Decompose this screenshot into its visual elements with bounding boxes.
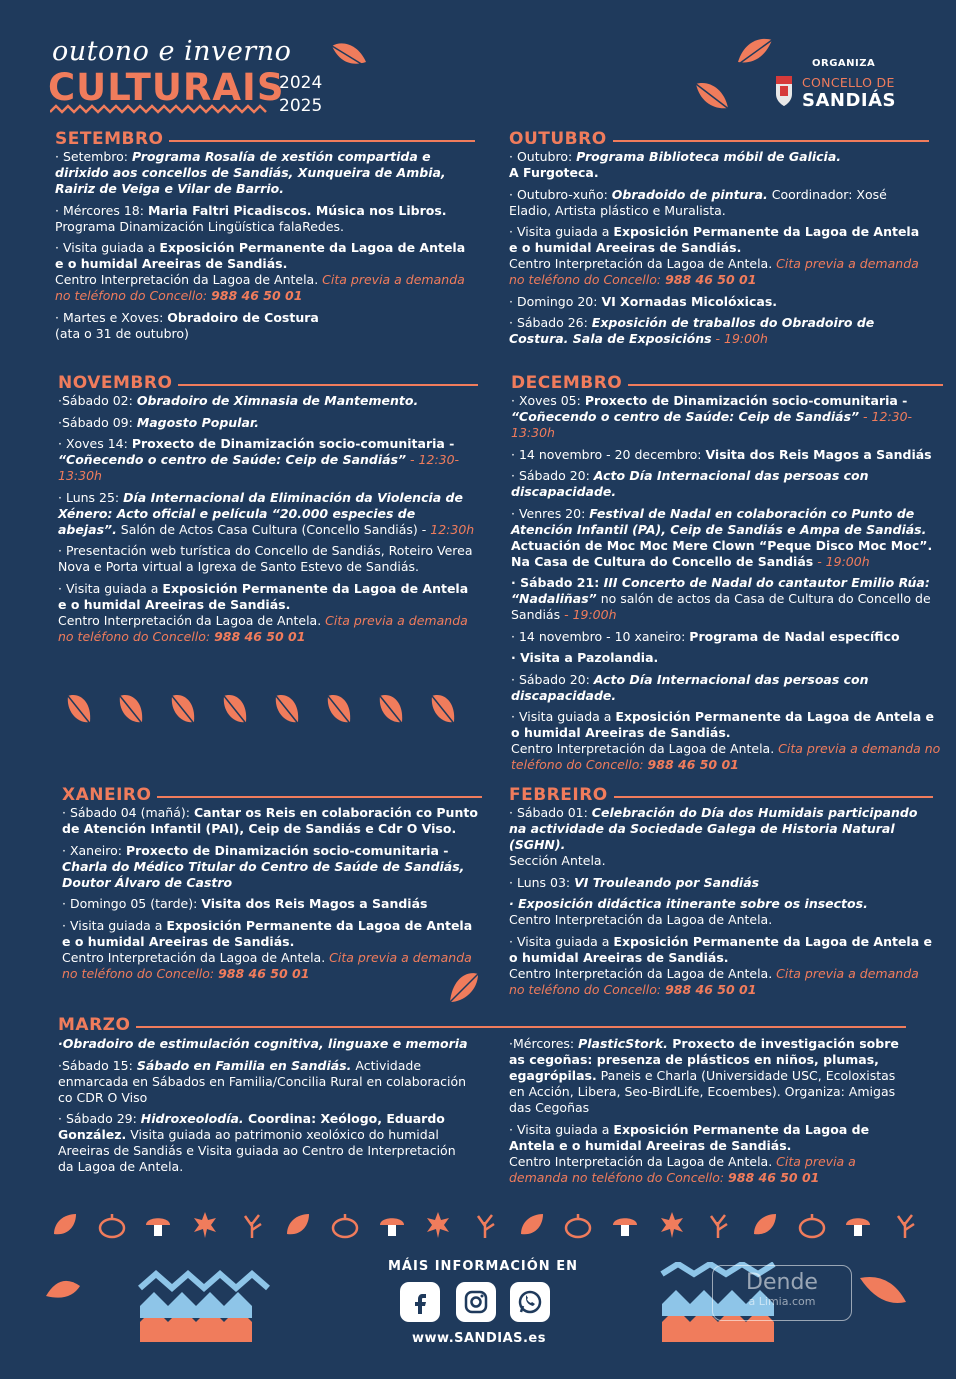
event-item: ·Mércores: PlasticStork. Proxecto de investigación sobre as cegoñas: presenza de plásticos en niños, plumas, egagrópilas. Paneis e Charla (Universidade USC, Ecoloxistas en Acción, Libera, Seo-BirdLife, Ecoembes). Organiza: Amigas das Cegoñas (509, 1036, 899, 1115)
event-item: · 14 novembro - 10 xaneiro: Programa de Nadal específico (511, 628, 900, 644)
event-item: · Visita a Pazolandia. (511, 650, 659, 665)
facebook-button[interactable] (400, 1282, 440, 1322)
autumn-icon-strip (50, 1210, 920, 1240)
years (279, 72, 322, 118)
main-title: CULTURAIS (48, 66, 285, 109)
leaf-icon (322, 690, 356, 730)
whatsapp-icon (516, 1288, 544, 1316)
event-item: ·Obradoiro de estimulación cognitiva, linguaxe e memoria (58, 1036, 468, 1051)
month-febreiro (509, 786, 933, 1003)
event-item: · Domingo 05 (tarde): Visita dos Reis Magos a Sandiás (62, 896, 428, 911)
tree-icon (237, 1210, 267, 1240)
maple-leaf-icon (657, 1210, 687, 1240)
organizer-line2: SANDIÁS (802, 90, 896, 111)
month-title-text: SETEMBRO (55, 129, 164, 149)
watermark-line2: a Limia.com (748, 1295, 816, 1308)
event-item: · Martes e Xoves: Obradoiro de Costura (ata o 31 de outubro) (55, 309, 319, 341)
maple-leaf-icon (190, 1210, 220, 1240)
leaf-icon (426, 690, 460, 730)
instagram-icon (463, 1289, 489, 1315)
leaf-icon (328, 40, 372, 72)
event-item: · Visita guiada a Exposición Permanente da Lagoa de Antela e o humidal Areeiras de Sandiás. Centro Interpretación da Lagoa de Antela. Cita previa a demanda no teléfono do Concello: 988 46 50 01 (511, 709, 941, 772)
leaf-icon (444, 968, 484, 1008)
event-item: · Luns 25: Día Internacional da Eliminación da Violencia de Xénero: Acto oficial e película “20.000 especies de abejas”. Salón de Actos Casa Cultura (Concello Sandiás) - 12:30h (58, 489, 475, 537)
event-item: · Sábado 04 (mañá): Cantar os Reis en colaboración co Punto de Atención Infantil (PAI), Ceip de Sandiás e Cdr O Viso. (62, 805, 478, 836)
event-item: · Presentación web turística do Concello de Sandiás, Roteiro Verea Nova e Porta virtual a Igrexa de Santo Estevo de Sandiás. (58, 543, 473, 574)
mushroom-icon (610, 1210, 640, 1240)
month-title (509, 130, 929, 148)
pumpkin-icon (97, 1210, 127, 1240)
event-item: · Venres 20: Festival de Nadal en colaboración co Punto de Atención Infantil (PA), Ceip de Sandiás e Ampa de Sandiás. Actuación de Moc Moc Mere Clown “Peque Disco Moc Moc”. Na Casa de Cultura do Concello de Sandiás - 19:00h (511, 505, 933, 569)
leaf-icon (750, 1210, 780, 1240)
month-title-text: OUTUBRO (509, 129, 607, 149)
month-outubro (509, 130, 929, 353)
month-title-text: FEBREIRO (509, 785, 608, 805)
more-info-label: MÁIS INFORMACIÓN EN (388, 1259, 578, 1274)
event-item: · Visita guiada a Exposición Permanente da Lagoa de Antela e o humidal Areeiras de Sandiás. Centro Interpretación da Lagoa de Antela. Cita previa a demanda no teléfono do Concello: 988 46 50 01 (58, 580, 469, 644)
event-item: · Visita guiada a Exposición Permanente da Lagoa de Antela e o humidal Areeiras de Sandiás. Centro Interpretación da Lagoa de Antela. Cita previa a demanda no teléfono do Concello: 988 46 50 01 (55, 240, 466, 303)
zigzag-decoration (50, 104, 268, 114)
month-title (58, 374, 478, 392)
leaf-icon (166, 690, 200, 730)
leaf-icon (374, 690, 408, 730)
tree-icon (703, 1210, 733, 1240)
year-start: 2024 (279, 73, 323, 93)
whatsapp-button[interactable] (510, 1282, 550, 1322)
instagram-button[interactable] (456, 1282, 496, 1322)
event-item: · Sábado 20: Acto Día Internacional das persoas con discapacidade. (511, 671, 869, 703)
tree-icon (470, 1210, 500, 1240)
event-item: · Sábado 21: III Concerto de Nadal do cantautor Emilio Rúa: “Nadaliñas” no salón de actos da Casa de Cultura do Concello de Sandiás - 19:00h (511, 575, 931, 622)
leaf-icon (732, 36, 776, 70)
event-item: · Sábado 01: Celebración do Día dos Humidais participando na actividade da Sociedade Galega de Historia Natural (SGHN). Sección Antela. (509, 805, 918, 868)
pumpkin-icon (563, 1210, 593, 1240)
leaf-icon (270, 690, 304, 730)
event-item: · Sábado 29: Hidroxeolodía. Coordina: Xeólogo, Eduardo González. Visita guiada ao patrimonio xeolóxico do humidal Areeiras de Sandiás e Visita guiada ao Centro de Interpretación da Lagoa de Antela. (58, 1111, 456, 1174)
month-setembro (55, 130, 475, 347)
subtitle-script: outono e inverno (52, 36, 292, 67)
month-title-text: XANEIRO (62, 785, 152, 805)
month-title (62, 786, 482, 804)
website-link[interactable]: www.SANDIAS.es (412, 1331, 546, 1346)
event-item: · Xaneiro: Proxecto de Dinamización socio-comunitaria - Charla do Médico Titular do Centro de Saúde de Sandiás, Doutor Álvaro de Castro (62, 842, 465, 890)
maple-leaf-icon (423, 1210, 453, 1240)
marzo-column-left (58, 1036, 468, 1181)
event-item: · Outubro: Programa Biblioteca móbil de Galicia. A Furgoteca. (509, 149, 842, 180)
event-item: · Exposición didáctica itinerante sobre os insectos. Centro Interpretación da Lagoa de Antela. (509, 896, 868, 927)
coat-of-arms-icon (772, 72, 796, 110)
leaf-icon (283, 1210, 313, 1240)
month-xaneiro (62, 786, 482, 987)
leaf-icon (218, 690, 252, 730)
event-item: · Visita guiada a Exposición Permanente da Lagoa de Antela e o humidal Areeiras de Sandiás. Centro Interpretación da Lagoa de Antela. Cita previa a demanda no teléfono do Concello: 988 46 50 01 (509, 933, 932, 997)
event-item: · Visita guiada a Exposición Permanente da Lagoa de Antela e o humidal Areeiras de Sandiás. Centro Interpretación da Lagoa de Antela. Cita previa a demanda no teléfono do Concello: 988 46 50 01 (509, 1121, 870, 1185)
leaf-icon (50, 1210, 80, 1240)
pumpkin-icon (330, 1210, 360, 1240)
month-title (509, 786, 933, 804)
organiza-label: ORGANIZA (812, 58, 876, 69)
marzo-column-right (509, 1036, 909, 1191)
month-title (511, 374, 943, 392)
facebook-icon (408, 1290, 432, 1314)
event-item: · Domingo 20: VI Xornadas Micolóxicas. (509, 293, 778, 309)
leaf-icon (114, 690, 148, 730)
mushroom-icon (843, 1210, 873, 1240)
event-item: · Xoves 14: Proxecto de Dinamización socio-comunitaria - “Coñecendo o centro de Saúde: Ceip de Sandiás” - 12:30-13:30h (58, 436, 460, 483)
event-item: · Mércores 18: Maria Faltri Picadiscos. Música nos Libros. Programa Dinamización Lingüística falaRedes. (55, 202, 447, 234)
event-item: · Visita guiada a Exposición Permanente da Lagoa de Antela e o humidal Areeiras de Sandiás. Centro Interpretación da Lagoa de Antela. Cita previa a demanda no teléfono do Concello: 988 46 50 01 (509, 224, 920, 287)
year-end: 2025 (279, 96, 323, 116)
watermark (712, 1265, 852, 1321)
event-item: · Setembro: Programa Rosalía de xestión compartida e dirixido aos concellos de Sandiás, Xunqueira de Ambia, Rairiz de Veiga e Vilar de Barrio. (55, 149, 446, 196)
month-novembro (58, 374, 478, 650)
event-item: · Luns 03: VI Trouleando por Sandiás (509, 874, 760, 890)
event-item: ·Sábado 02: Obradoiro de Ximnasia de Mantemento. (58, 393, 419, 408)
month-decembro (511, 374, 943, 779)
tree-icon (890, 1210, 920, 1240)
month-title-text: NOVEMBRO (58, 373, 173, 393)
month-title-text: MARZO (58, 1015, 131, 1035)
watermark-line1: Dende (746, 1270, 818, 1295)
mushroom-icon (143, 1210, 173, 1240)
month-title (55, 130, 475, 148)
leaf-icon (62, 690, 96, 730)
leaf-decoration-row (62, 690, 460, 730)
event-item: ·Sábado 15: Sábado en Familia en Sandiás. Actividade enmarcada en Sábados en Familia/Concilia Rural en colaboración co CDR O Viso (58, 1057, 467, 1105)
event-item: ·Sábado 09: Magosto Popular. (58, 414, 260, 430)
event-item: · Visita guiada a Exposición Permanente da Lagoa de Antela e o humidal Areeiras de Sandiás. Centro Interpretación da Lagoa de Antela. Cita previa a demanda no teléfono do Concello: 988 46 50 01 (62, 917, 473, 981)
event-item: · Xoves 05: Proxecto de Dinamización socio-comunitaria - “Coñecendo o centro de Saúde: Ceip de Sandiás” - 12:30-13:30h (511, 393, 913, 440)
leaf-icon (692, 80, 734, 114)
organizer-line1: CONCELLO DE (802, 75, 895, 90)
mushroom-icon (377, 1210, 407, 1240)
event-item: · Outubro-xuño: Obradoido de pintura. Coordinador: Xosé Eladio, Artista plástico e Muralista. (509, 186, 887, 218)
pumpkin-icon (797, 1210, 827, 1240)
month-title (58, 1016, 906, 1034)
zigzag-art-left (40, 1262, 270, 1342)
event-item: · Sábado 26: Exposición de traballos do Obradoiro de Costura. Sala de Exposicións - 19:00h (509, 315, 875, 346)
month-marzo (58, 1016, 906, 1035)
month-title-text: DECEMBRO (511, 373, 623, 393)
event-item: · Sábado 20: Acto Día Internacional das persoas con discapacidade. (511, 468, 869, 499)
event-item: · 14 novembro - 20 decembro: Visita dos Reis Magos a Sandiás (511, 446, 932, 462)
leaf-icon (517, 1210, 547, 1240)
